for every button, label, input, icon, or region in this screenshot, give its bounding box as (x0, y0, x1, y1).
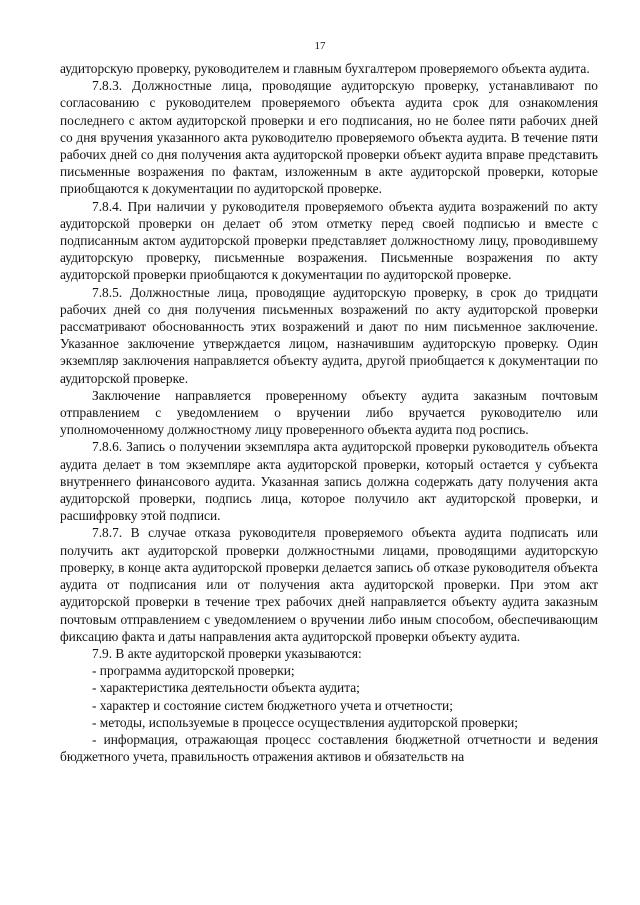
paragraph-7-8-7: 7.8.7. В случае отказа руководителя проверяемого объекта аудита подписать или получить акт аудиторской проверки должностными лицами, проводящими аудиторскую проверку, в конце акта аудиторской проверки делается запись об отказе руководителя объекта аудита от подписания или от получения акта аудиторской проверки. При этом акт аудиторской проверки в течение трех рабочих дней направляется объекту аудита заказным почтовым отправлением с уведомлением о вручении либо иным способом, обеспечивающим фиксацию факта и даты направления акта аудиторской проверки объекту аудита. (60, 525, 598, 644)
paragraph-7-8-4: 7.8.4. При наличии у руководителя проверяемого объекта аудита возражений по акту аудиторской проверки он делает об этом отметку перед своей подписью и вместе с подписанным актом аудиторской проверки представляет должностному лицу, проводившему аудиторскую проверку, письменные возражения. Письменные возражения по акту аудиторской проверки приобщаются к документации по аудиторской проверке. (60, 198, 598, 283)
paragraph-7-8-5: 7.8.5. Должностные лица, проводящие аудиторскую проверку, в срок до тридцати рабочих дней со дня получения письменных возражений по акту аудиторской проверки рассматривают обоснованность этих возражений и дают по ним письменное заключение. Указанное заключение утверждается лицом, назначившим аудиторскую проверку. Один экземпляр заключения направляется объекту аудита, другой приобщается к документации по аудиторской проверке. (60, 284, 598, 386)
list-item: - информация, отражающая процесс составления бюджетной отчетности и ведения бюджетного учета, правильность отражения активов и обязательств на (60, 731, 598, 765)
paragraph-7-8-3: 7.8.3. Должностные лица, проводящие аудиторскую проверку, устанавливают по согласованию с руководителем проверяемого объекта аудита срок для ознакомления последнего с актом аудиторской проверки и его подписания, но не более пяти рабочих дней со дня вручения указанного акта руководителю проверяемого объекта аудита. В течение пяти рабочих дней со дня получения акта аудиторской проверки объект аудита вправе представить письменные возражения по фактам, изложенным в акте аудиторской проверки, которые приобщаются к документации по аудиторской проверке. (60, 78, 598, 197)
list-item: - программа аудиторской проверки; (92, 663, 295, 679)
paragraph: аудиторскую проверку, руководителем и главным бухгалтером проверяемого объекта аудита. (60, 61, 590, 76)
paragraph-7-8-6: 7.8.6. Запись о получении экземпляра акта аудиторской проверки руководитель объекта аудита делает в том экземпляре акта аудиторской проверки, который остается у субъекта внутреннего финансового аудита. Указанная запись должна содержать дату получения акта аудиторской проверки, подпись лица, которое получило акт аудиторской проверки, и расшифровку этой подписи. (60, 439, 598, 524)
list-item: - методы, используемые в процессе осуществления аудиторской проверки; (92, 714, 518, 730)
page-number: 17 (314, 40, 326, 52)
paragraph-conclusion: Заключение направляется проверенному объекту аудита заказным почтовым отправлением с уведомлением о вручении либо вручается руководителю или уполномоченному должностному лицу проверенного объекта аудита под роспись. (60, 387, 598, 438)
document-body (60, 60, 598, 765)
list-item: - характер и состояние систем бюджетного учета и отчетности; (92, 697, 453, 713)
paragraph-7-9: 7.9. В акте аудиторской проверки указываются: (92, 645, 362, 661)
list-item: - характеристика деятельности объекта аудита; (92, 680, 360, 696)
